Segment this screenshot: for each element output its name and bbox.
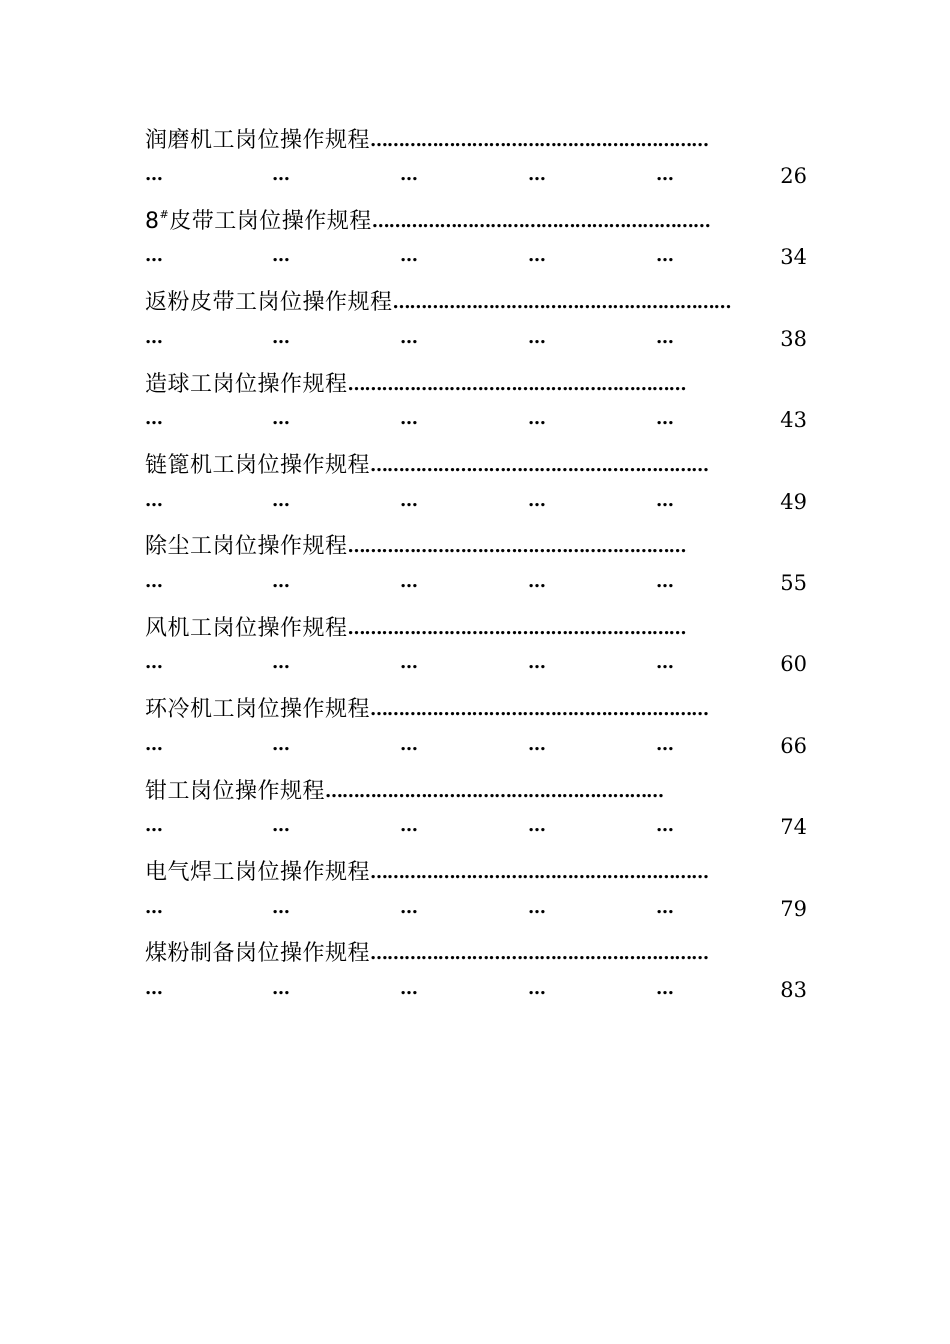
toc-entry[interactable]: [145, 688, 807, 769]
dot-leader: …: [272, 489, 289, 511]
toc-entry[interactable]: [145, 118, 807, 199]
dot-leader: …: [272, 570, 289, 592]
toc-entry[interactable]: [145, 851, 807, 932]
toc-page-number: 60: [780, 652, 807, 677]
toc-title-line: [145, 851, 807, 891]
toc-page-number: 43: [780, 408, 807, 433]
dot-leader: …: [145, 408, 162, 430]
toc-page-line: [145, 972, 807, 1012]
dot-leader: …: [145, 570, 162, 592]
dot-leader: ……………………………………………………: [370, 129, 709, 151]
table-of-contents: [145, 118, 807, 1013]
dot-leader: ……………………………………………………: [347, 373, 686, 395]
toc-page-number: 38: [780, 326, 807, 351]
toc-title-line: [145, 362, 807, 402]
dot-leader: …: [656, 570, 673, 592]
toc-title-line: [145, 281, 807, 321]
dot-leader: …: [272, 896, 289, 918]
dot-leader: …: [145, 733, 162, 755]
dot-leader: ……………………………………………………: [370, 943, 709, 965]
toc-entry-title: 煤粉制备岗位操作规程: [145, 941, 371, 967]
dot-leader: …: [528, 815, 545, 837]
toc-title-line: [145, 606, 807, 646]
dot-leader: …: [400, 489, 417, 511]
dot-leader: …: [528, 245, 545, 267]
toc-title-line: [145, 932, 807, 972]
dot-leader: ……………………………………………………: [325, 780, 664, 802]
dot-leader: …: [400, 164, 417, 185]
toc-entry[interactable]: [145, 444, 807, 525]
dot-leader: …: [528, 570, 545, 592]
toc-entry[interactable]: [145, 606, 807, 687]
dot-leader: ……………………………………………………: [370, 455, 709, 477]
toc-entry-title: 钳工岗位操作规程: [145, 778, 326, 804]
toc-page-line: [145, 321, 807, 361]
dot-leader: …: [528, 164, 545, 185]
toc-page-line: [145, 402, 807, 442]
toc-page-line: [145, 484, 807, 524]
dot-leader: …: [272, 815, 289, 837]
toc-page-number: 55: [780, 570, 807, 595]
toc-title-line: [145, 688, 807, 728]
dot-leader: …: [400, 815, 417, 837]
toc-page-number: 26: [780, 164, 807, 188]
dot-leader: …: [528, 977, 545, 999]
dot-leader: …: [272, 977, 289, 999]
toc-page-line: [145, 565, 807, 605]
toc-entry-title-rest: 皮带工岗位操作规程: [169, 208, 372, 234]
dot-leader: ……………………………………………………: [347, 617, 686, 639]
dot-leader: …: [272, 326, 289, 348]
dot-leader: …: [656, 164, 673, 185]
dot-leader: …: [145, 815, 162, 837]
dot-leader: …: [656, 733, 673, 755]
toc-entry-title: 造球工岗位操作规程: [145, 371, 348, 397]
dot-leader: …: [272, 245, 289, 267]
dot-leader: …: [400, 326, 417, 348]
toc-page-number: 74: [780, 815, 807, 840]
toc-page-line: [145, 158, 807, 198]
toc-page-line: [145, 809, 807, 849]
toc-title-line: [145, 525, 807, 565]
dot-leader: …: [272, 733, 289, 755]
dot-leader: …: [272, 164, 289, 185]
dot-leader: …: [528, 652, 545, 674]
toc-page-number: 34: [780, 245, 807, 270]
dot-leader: …: [400, 408, 417, 430]
dot-leader: …: [145, 896, 162, 918]
toc-entry[interactable]: [145, 525, 807, 606]
dot-leader: …: [528, 733, 545, 755]
dot-leader: ……………………………………………………: [392, 292, 731, 314]
toc-page-line: [145, 239, 807, 279]
dot-leader: ……………………………………………………: [371, 210, 710, 232]
toc-entry-title-sup: #: [159, 207, 170, 221]
toc-entry[interactable]: [145, 199, 807, 280]
dot-leader: ……………………………………………………: [370, 699, 709, 721]
toc-title-line: [145, 444, 807, 484]
dot-leader: …: [400, 570, 417, 592]
dot-leader: …: [656, 652, 673, 674]
dot-leader: …: [656, 896, 673, 918]
toc-entry-title: 返粉皮带工岗位操作规程: [145, 290, 393, 316]
dot-leader: …: [528, 408, 545, 430]
toc-entry-title: 电气焊工岗位操作规程: [145, 860, 371, 886]
toc-entry-title: 链篦机工岗位操作规程: [145, 453, 371, 479]
toc-title-line: [145, 769, 807, 809]
toc-page-line: [145, 646, 807, 686]
dot-leader: …: [400, 977, 417, 999]
dot-leader: ……………………………………………………: [370, 862, 709, 884]
toc-title-line: [145, 118, 807, 158]
dot-leader: …: [528, 326, 545, 348]
dot-leader: …: [656, 489, 673, 511]
dot-leader: ……………………………………………………: [347, 536, 686, 558]
toc-entry-title-prefix: 8: [145, 208, 160, 234]
toc-entry-title: 环冷机工岗位操作规程: [145, 697, 371, 723]
dot-leader: …: [145, 489, 162, 511]
toc-page-number: 79: [780, 896, 807, 921]
dot-leader: …: [656, 245, 673, 267]
dot-leader: …: [656, 977, 673, 999]
dot-leader: …: [656, 326, 673, 348]
toc-entry-title: [145, 204, 372, 235]
dot-leader: …: [528, 489, 545, 511]
dot-leader: …: [528, 896, 545, 918]
toc-page-line: [145, 891, 807, 931]
dot-leader: …: [656, 408, 673, 430]
toc-entry-title: 除尘工岗位操作规程: [145, 534, 348, 560]
dot-leader: …: [400, 245, 417, 267]
dot-leader: …: [400, 733, 417, 755]
dot-leader: …: [656, 815, 673, 837]
toc-entry[interactable]: [145, 362, 807, 443]
toc-entry[interactable]: [145, 281, 807, 362]
toc-page-line: [145, 728, 807, 768]
toc-page-number: 49: [780, 489, 807, 514]
dot-leader: …: [145, 164, 162, 185]
toc-page-number: 83: [780, 977, 807, 1002]
dot-leader: …: [145, 977, 162, 999]
dot-leader: …: [272, 408, 289, 430]
toc-entry-title: 润磨机工岗位操作规程: [145, 127, 371, 153]
toc-title-line: [145, 199, 807, 239]
dot-leader: …: [400, 896, 417, 918]
dot-leader: …: [145, 326, 162, 348]
toc-entry[interactable]: [145, 932, 807, 1013]
toc-page-number: 66: [780, 733, 807, 758]
dot-leader: …: [400, 652, 417, 674]
toc-entry-title: 风机工岗位操作规程: [145, 615, 348, 641]
toc-entry[interactable]: [145, 769, 807, 850]
dot-leader: …: [145, 652, 162, 674]
dot-leader: …: [145, 245, 162, 267]
dot-leader: …: [272, 652, 289, 674]
